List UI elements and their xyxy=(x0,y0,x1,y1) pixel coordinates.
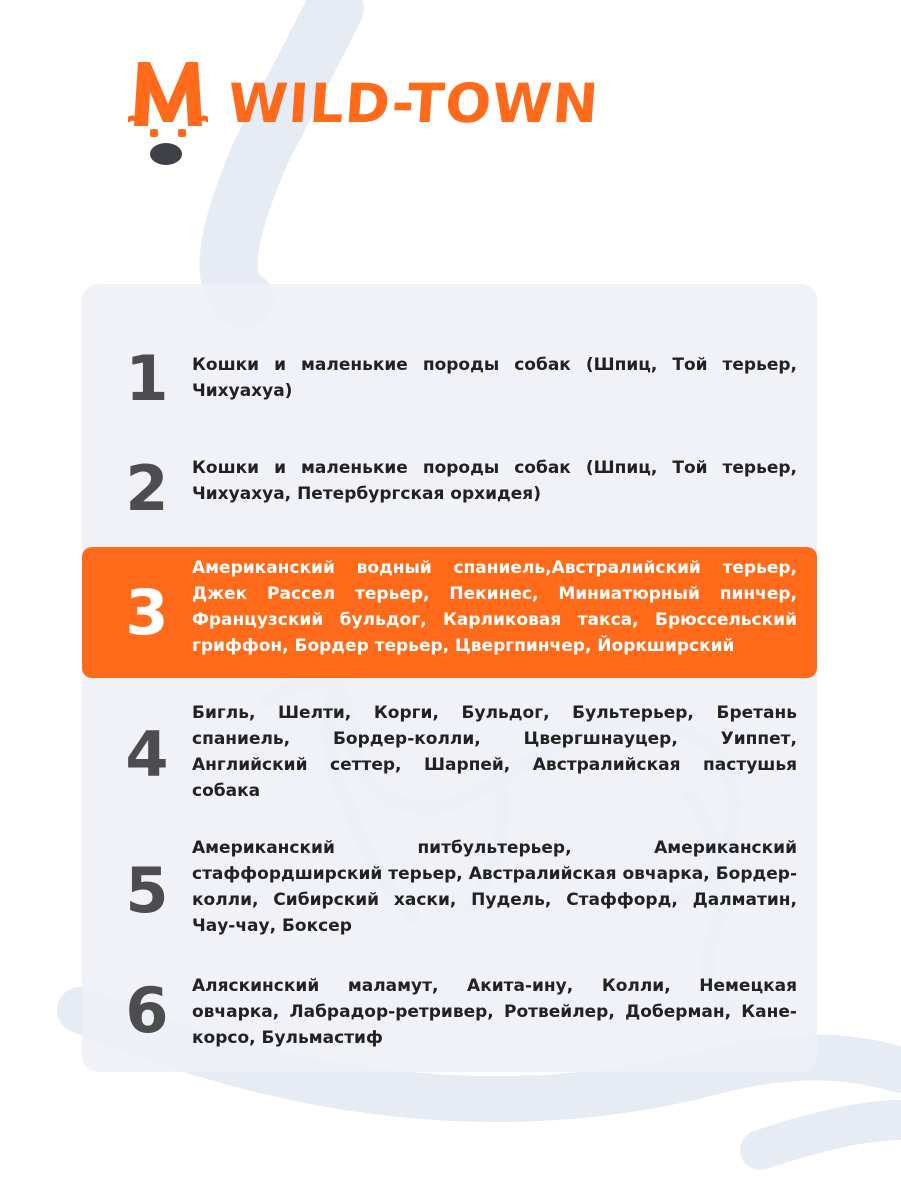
brand-logo xyxy=(128,56,608,168)
group-row-6 xyxy=(82,968,817,1060)
group-row-5 xyxy=(82,830,817,948)
group-breeds: Американский водный спаниель,Австралийский терьер, Джек Рассел терьер, Пекинес, Миниатюрный пинчер, Французский бульдог, Карликовая такса, Брюссельский гриффон, Бордер терьер, Цвергпинчер, Йоркширский xyxy=(192,558,797,656)
size-groups-card xyxy=(82,284,817,1072)
group-breeds: Американский питбультерьер, Американский стаффордширский терьер, Австралийская овчарка, Бордер-колли, Сибирский хаски, Пудель, Стаффорд, Далматин, Чау-чау, Боксер xyxy=(192,838,797,936)
group-number: 5 xyxy=(125,854,169,927)
group-breeds: Бигль, Шелти, Корги, Бульдог, Бультерьер, Бретань спаниель, Бордер-колли, Цвергшнауцер, Уиппет, Английский сеттер, Шарпей, Австралийская пастушья собака xyxy=(192,703,797,801)
group-breeds: Аляскинский маламут, Акита-ину, Колли, Немецкая овчарка, Лабрадор-ретривер, Ротвейлер, Доберман, Кане-корсо, Бульмастиф xyxy=(192,976,797,1048)
group-breeds: Кошки и маленькие породы собак (Шпиц, Той терьер, Чихуахуа, Петербургская орхидея) xyxy=(192,458,797,504)
group-number: 2 xyxy=(125,452,169,525)
group-number: 1 xyxy=(125,342,169,415)
group-breeds: Кошки и маленькие породы собак (Шпиц, Той терьер, Чихуахуа) xyxy=(192,355,797,401)
group-row-1 xyxy=(82,312,817,415)
group-row-3 xyxy=(82,547,817,678)
group-row-2 xyxy=(82,438,817,538)
brand-name: WILD-TOWN xyxy=(225,72,602,135)
group-number: 4 xyxy=(125,718,169,791)
group-row-4 xyxy=(82,694,817,812)
dog-face-icon xyxy=(128,56,208,168)
group-number: 6 xyxy=(125,974,169,1047)
group-number: 3 xyxy=(125,576,169,649)
